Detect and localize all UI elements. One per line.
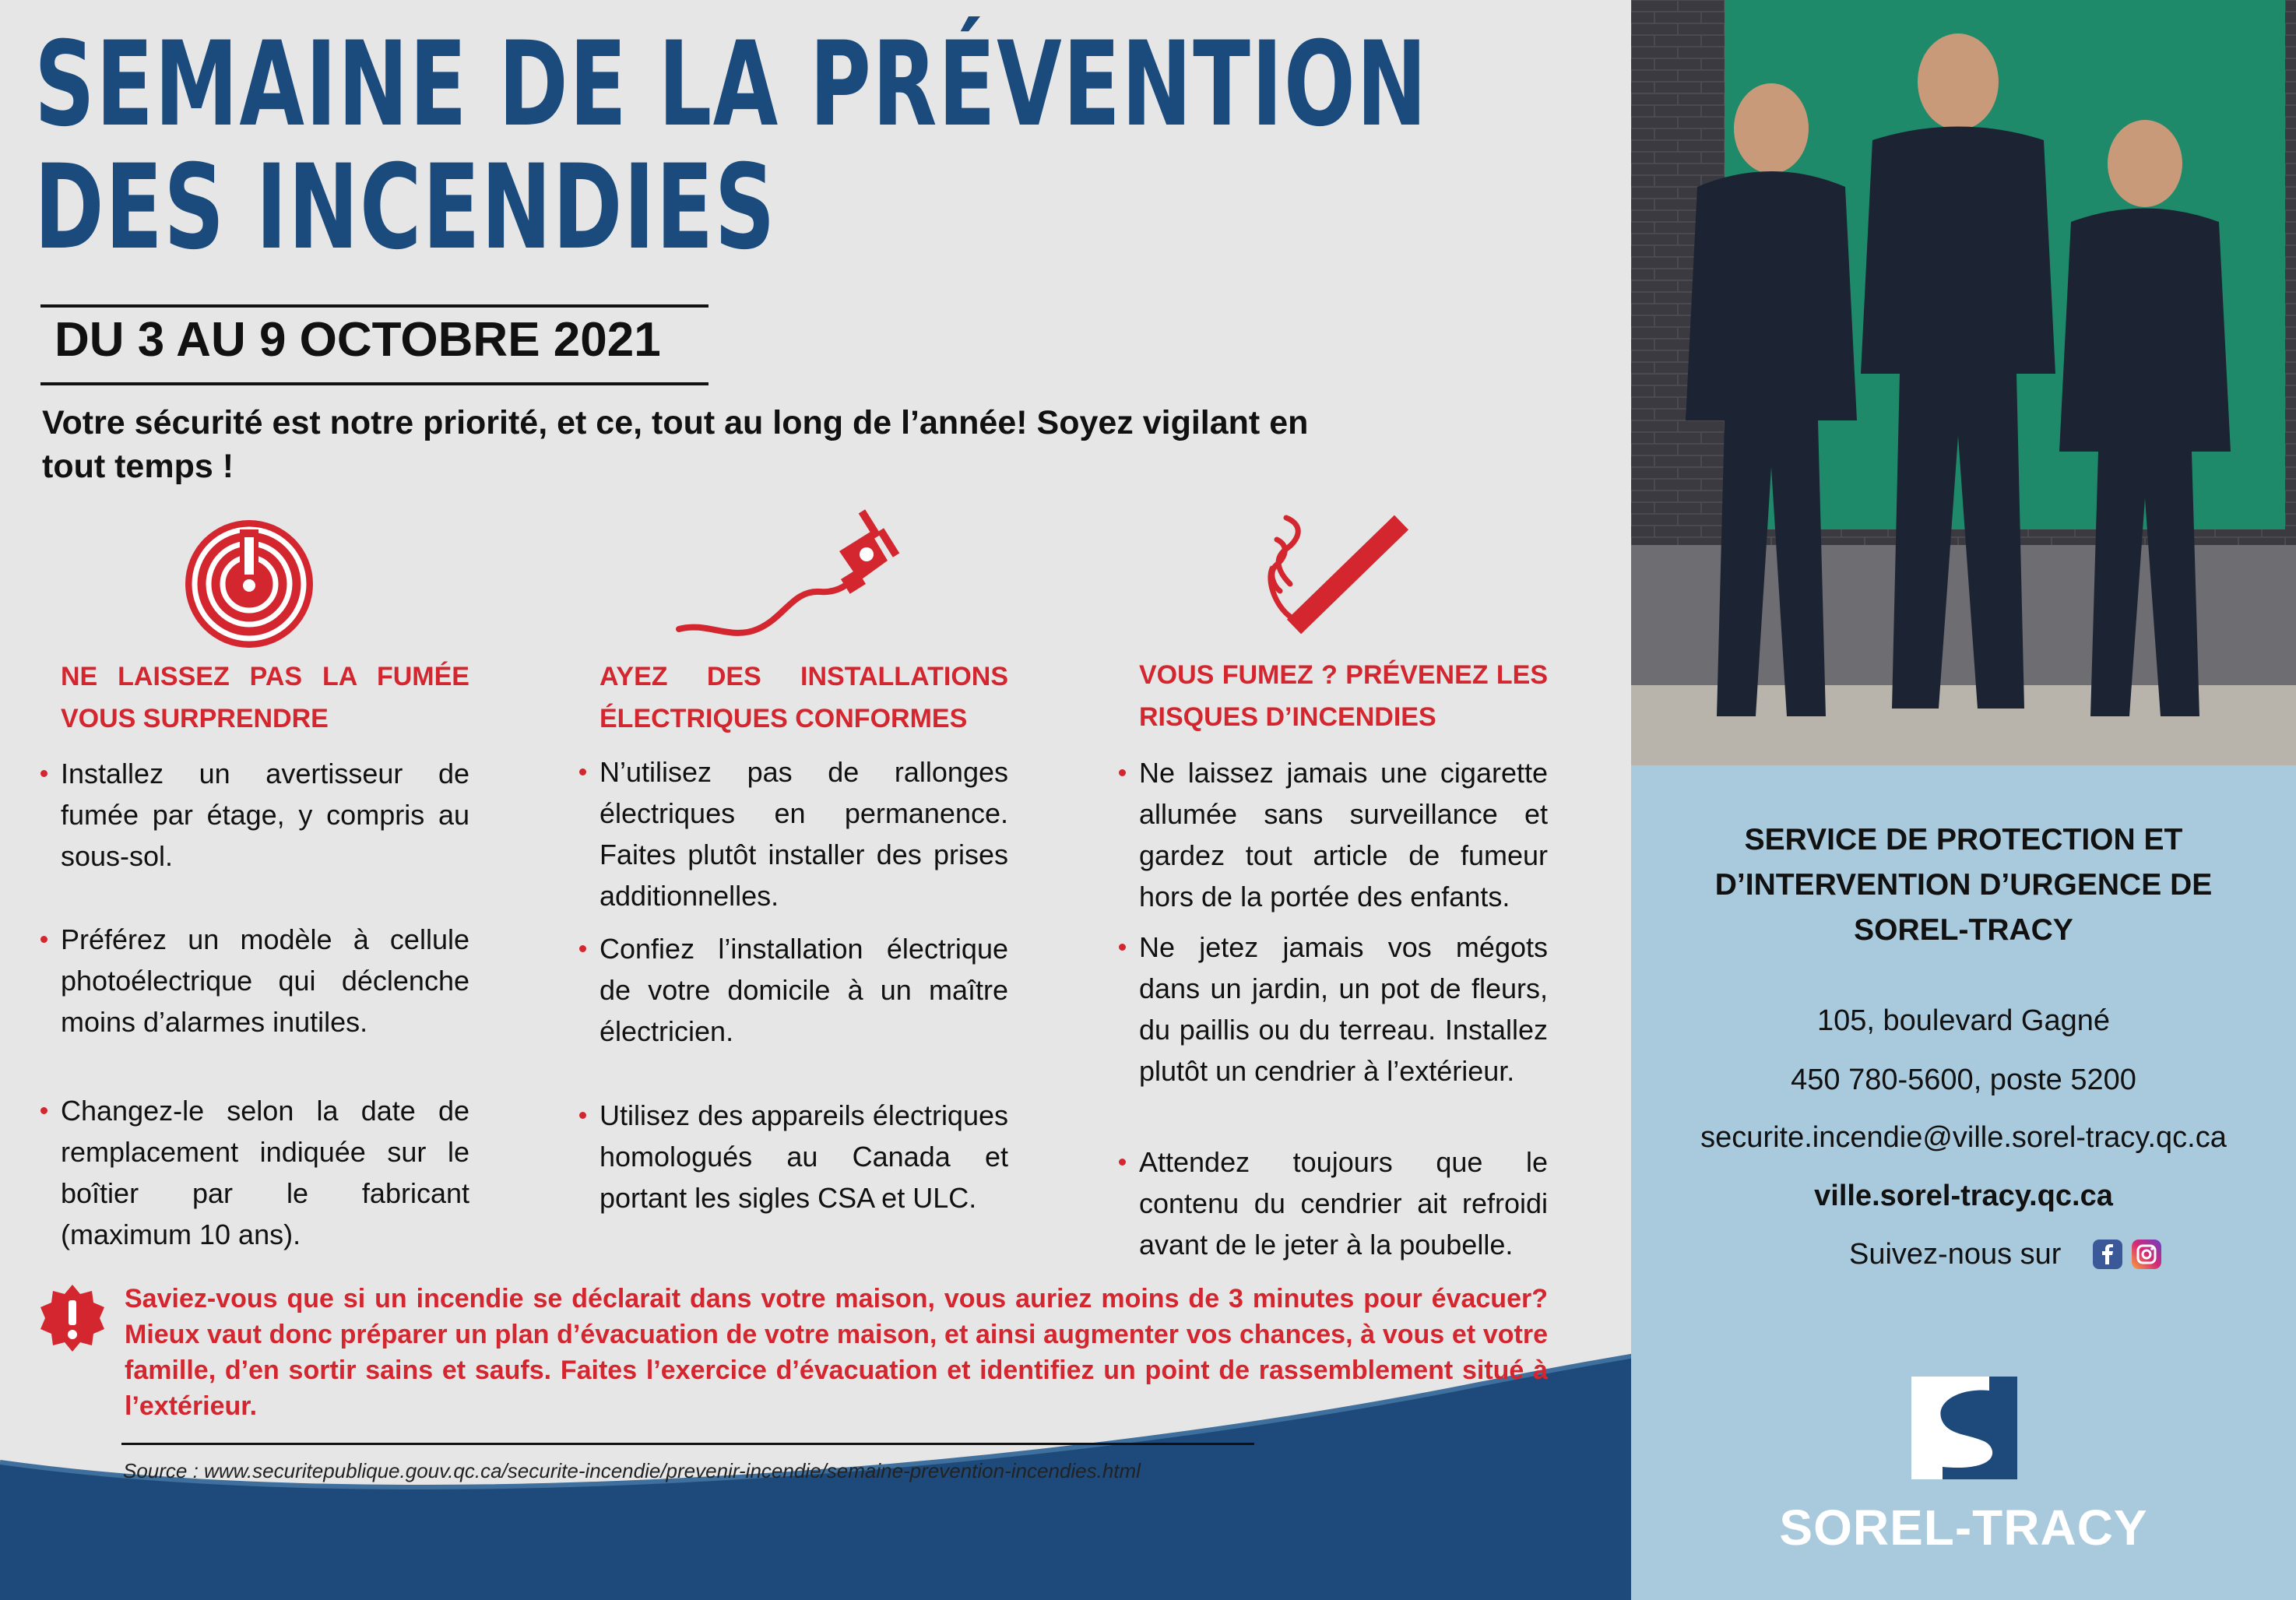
column-2-bullet-3: Utilisez des appareils électriques homologués au Canada et portant les sigles CSA et ULC. [599,1095,1008,1218]
date-rule-top [40,304,708,308]
follow-us-label: Suivez-nous sur [1849,1238,2062,1271]
service-email[interactable]: securite.incendie@ville.sorel-tracy.qc.ca [1700,1121,2227,1154]
column-1-bullet-3: Changez-le selon la date de remplacement indiquée sur le boîtier par le fabricant (maximum 10 ans). [61,1090,469,1255]
column-2-heading: AYEZ DES INSTALLATIONS ÉLECTRIQUES CONFORMES [599,662,1008,733]
service-title-line-1: SERVICE DE PROTECTION ET [1744,823,2183,856]
alert-icon [37,1283,107,1353]
column-1-heading: NE LAISSEZ PAS LA FUMÉE VOUS SURPRENDRE [61,662,469,733]
evacuation-warning: Saviez-vous que si un incendie se déclarait dans votre maison, vous auriez moins de 3 minutes pour évacuer? Mieux vaut donc préparer un plan d’évacuation de votre maison, et ainsi augmenter vos chances, à vous et votre famille, d’en sortir sains et saufs. Faites l’exercice d’évacuation et identifiez un point de rassemblement situé à l’extérieur. [125,1284,1548,1421]
event-date: DU 3 AU 9 OCTOBRE 2021 [54,313,661,367]
column-3-bullet-3: Attendez toujours que le contenu du cendrier ait refroidi avant de le jeter à la poubelle. [1139,1141,1548,1265]
facebook-icon[interactable] [2093,1240,2122,1269]
service-website[interactable]: ville.sorel-tracy.qc.ca [1814,1180,2113,1212]
source-link[interactable]: Source : www.securitepublique.gouv.qc.ca/securite-incendie/prevenir-incendie/semaine-prevention-incendies.html [123,1459,1141,1482]
firefighters-photo [1631,0,2296,765]
title-line-1: SEMAINE DE LA PRÉVENTION [34,17,1429,153]
sorel-tracy-logo-text: SOREL-TRACY [1779,1500,2148,1556]
date-rule-bottom [40,382,708,385]
column-1-bullet-1: Installez un avertisseur de fumée par étage, y compris au sous-sol. [61,753,469,877]
column-2-bullet-1: N’utilisez pas de rallonges électriques en permanence. Faites plutôt installer des prises additionnelles. [599,751,1008,916]
intro-text: Votre sécurité est notre priorité, et ce, tout au long de l’année! Soyez vigilant en tout temps ! [42,404,1309,485]
column-2-bullet-2: Confiez l’installation électrique de votre domicile à un maître électricien. [599,928,1008,1052]
smoke-detector-icon [179,514,319,654]
cigarette-icon [1263,510,1419,642]
page-title [34,17,1429,276]
electric-plug-icon [676,505,902,645]
service-address: 105, boulevard Gagné [1816,1004,2111,1037]
service-title [1631,818,2296,953]
column-1-bullet-2: Préférez un modèle à cellule photoélectrique qui déclenche moins d’alarmes inutiles. [61,919,469,1043]
column-3-bullet-2: Ne jetez jamais vos mégots dans un jardin, un pot de fleurs, du paillis ou du terreau. Installez plutôt un cendrier à l’extérieur. [1139,927,1548,1092]
sorel-tracy-logo-icon [1911,1377,2017,1479]
instagram-icon[interactable] [2132,1240,2161,1269]
title-line-2: DES INCENDIES [34,140,776,276]
source-rule [121,1443,1254,1445]
service-phone: 450 780-5600, poste 5200 [1791,1064,2136,1096]
column-3-heading: VOUS FUMEZ ? PRÉVENEZ LES RISQUES D’INCENDIES [1139,660,1548,732]
service-title-line-2: D’INTERVENTION D’URGENCE DE [1714,868,2213,902]
service-title-line-3: SOREL-TRACY [1854,913,2073,947]
column-3-bullet-1: Ne laissez jamais une cigarette allumée sans surveillance et gardez tout article de fumeur hors de la portée des enfants. [1139,752,1548,917]
